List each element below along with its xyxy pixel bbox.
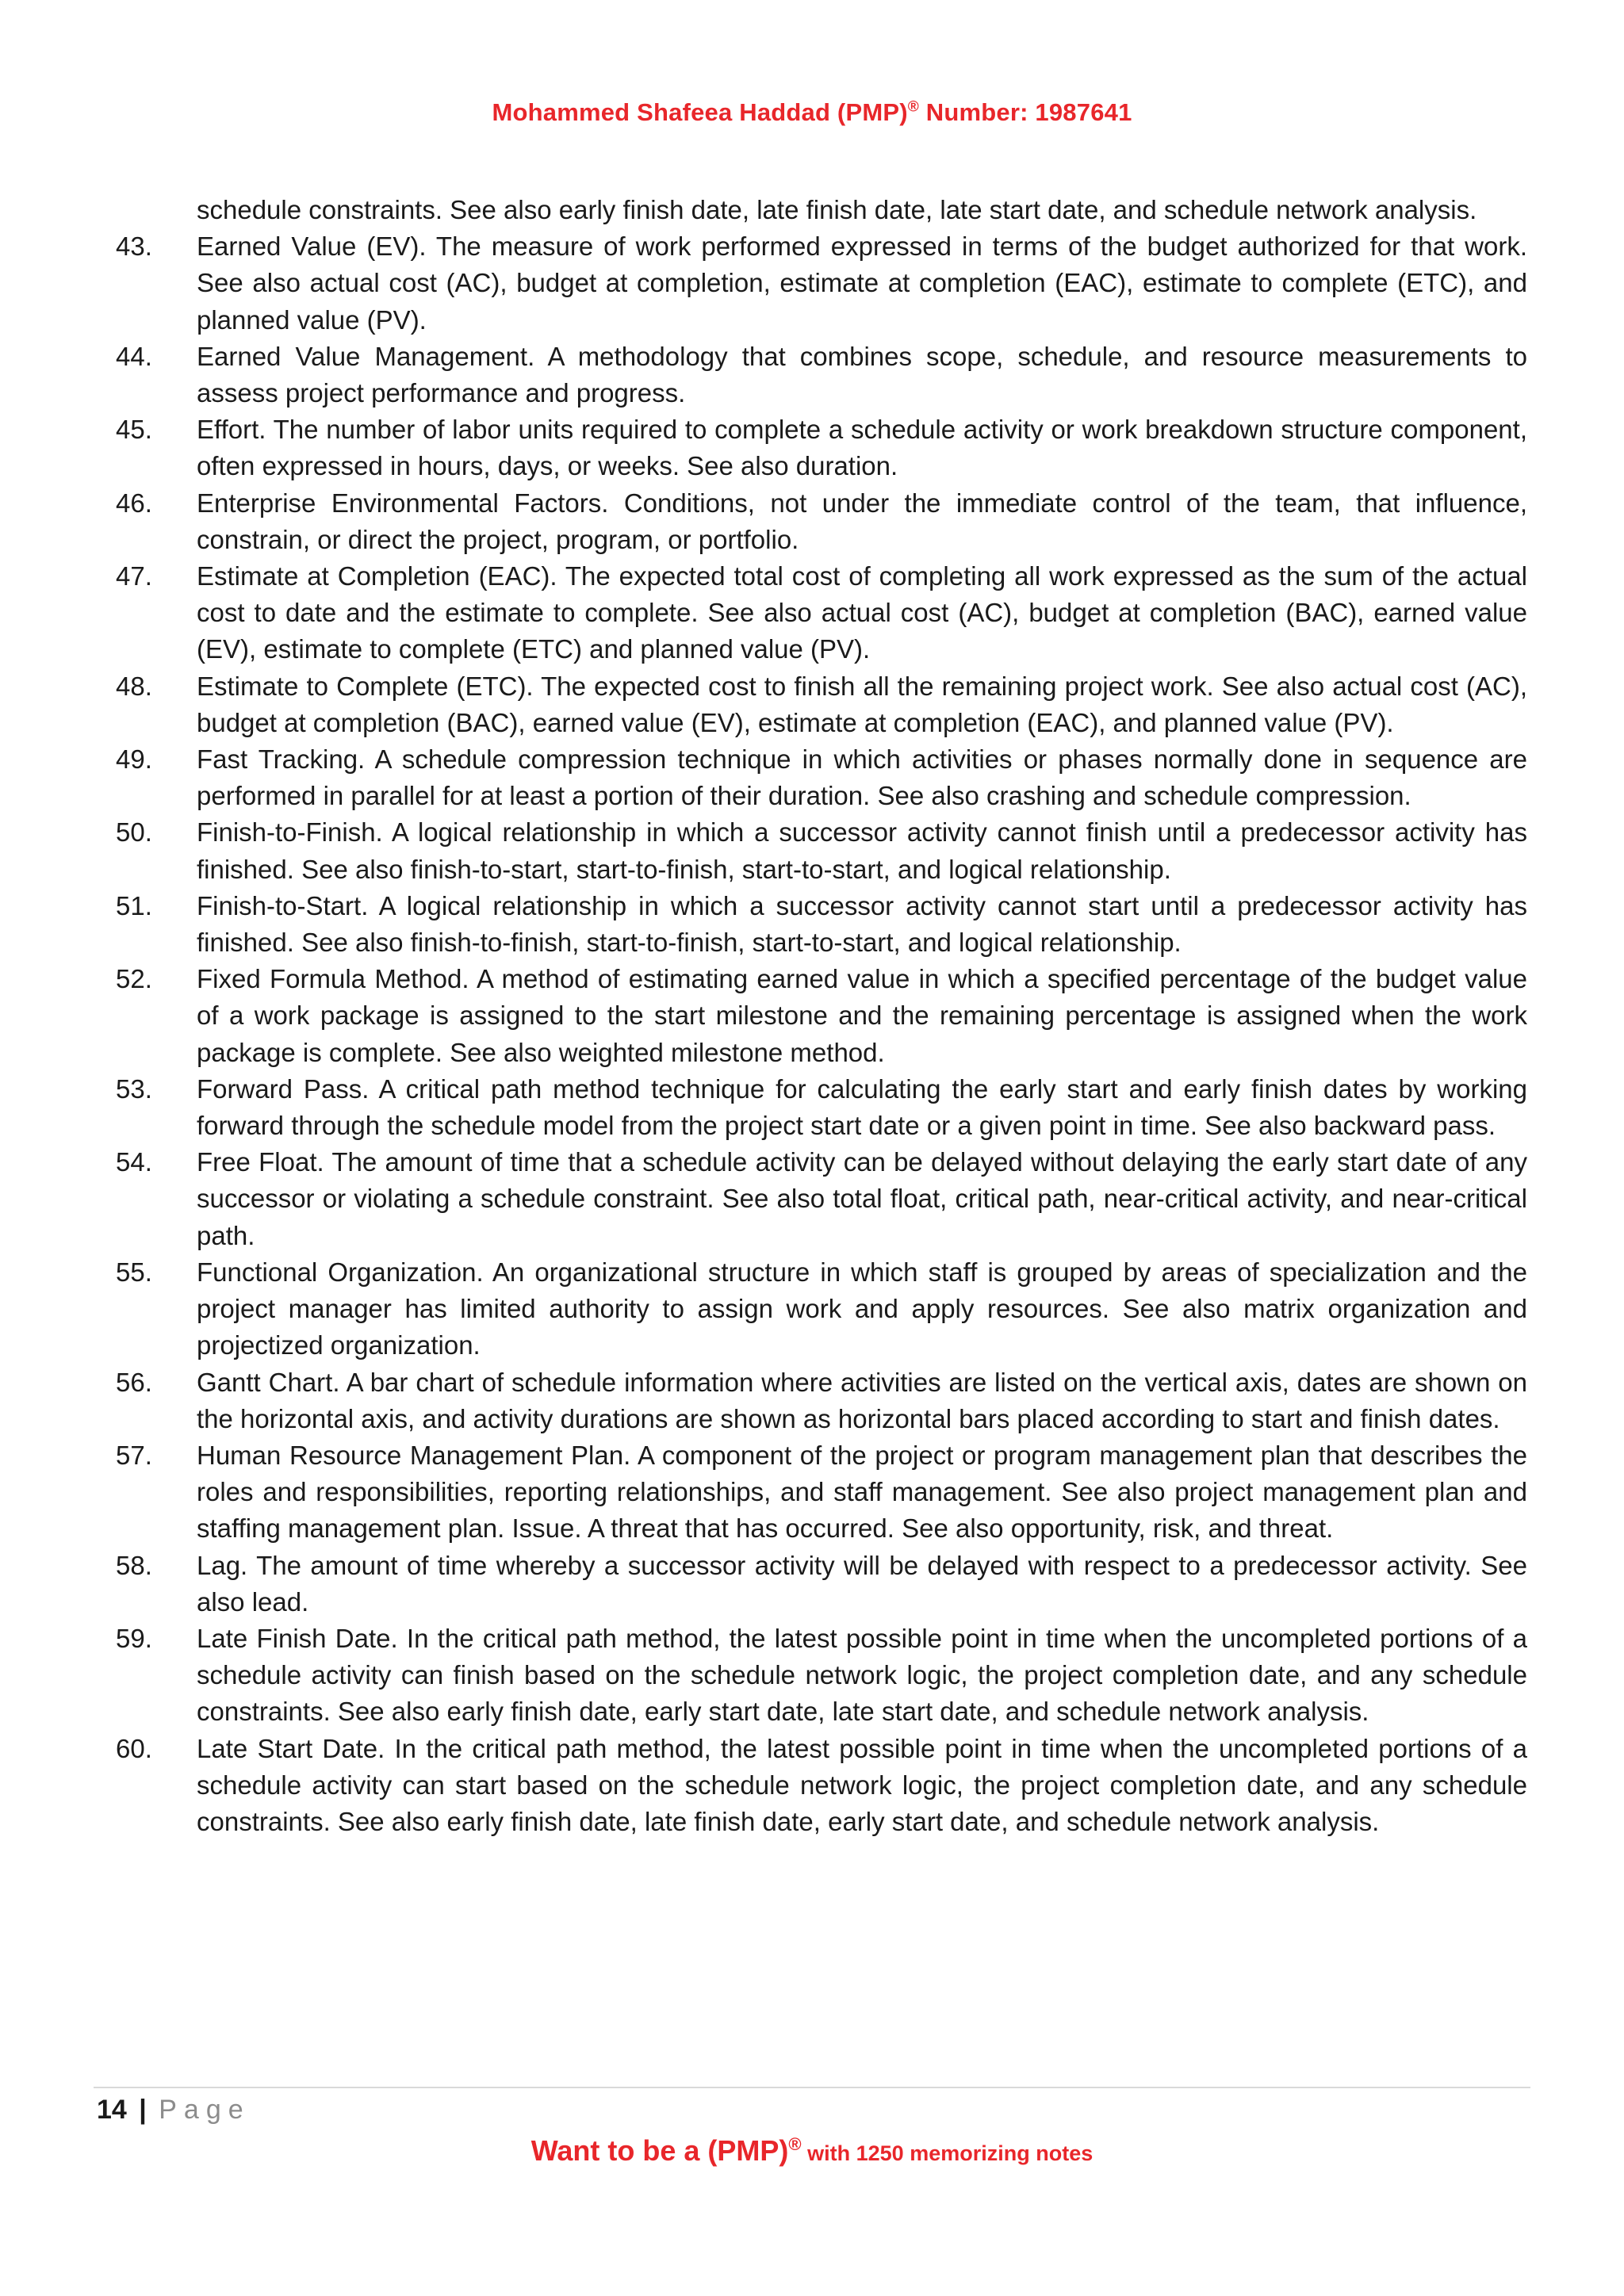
footer-promo <box>0 2134 1624 2168</box>
entry-number: 50. <box>116 817 152 848</box>
page-label: Page <box>159 2095 251 2125</box>
page-number-separator: | <box>139 2095 147 2125</box>
entry-number: 57. <box>116 1440 152 1470</box>
glossary-entry <box>116 888 1527 961</box>
entry-number: 45. <box>116 415 152 445</box>
entry-text: Fast Tracking. A schedule compression technique in which activities or phases normally done in sequence are performed in parallel for at least a portion of their duration. See also crashing and schedule compression. <box>197 744 1527 811</box>
entry-number: 53. <box>116 1073 152 1104</box>
entry-text: Enterprise Environmental Factors. Conditions, not under the immediate control of the team, that influence, constrain, or direct the project, program, or portfolio. <box>197 488 1527 554</box>
entry-number: 46. <box>116 488 152 518</box>
entry-number: 56. <box>116 1367 152 1397</box>
entry-number: 54. <box>116 1147 152 1177</box>
entry-text: Fixed Formula Method. A method of estimating earned value in which a specified percentage of the budget value of a work package is assigned to the start milestone and the remaining percentage is assigned when the work package is complete. See also weighted milestone method. <box>197 964 1527 1067</box>
entry-text: Human Resource Management Plan. A component of the project or program management plan that describes the roles and responsibilities, reporting relationships, and staff management. See also project management plan and staffing management plan. Issue. A threat that has occurred. See also opportunity, risk, and threat. <box>197 1440 1527 1544</box>
glossary-entry <box>116 1621 1527 1731</box>
entry-number: 49. <box>116 744 152 775</box>
entry-text: Earned Value Management. A methodology that combines scope, schedule, and resource measurements to assess project performance and progress. <box>197 341 1527 408</box>
entry-number: 47. <box>116 561 152 591</box>
entry-number: 51. <box>116 890 152 920</box>
footer-divider <box>94 2087 1530 2088</box>
entry-text: Late Start Date. In the critical path method, the latest possible point in time when the uncompleted portions of a schedule activity can start based on the schedule network logic, the project completion date, and any schedule constraints. See also early finish date, late finish date, early start date, and schedule network analysis. <box>197 1733 1527 1836</box>
promo-main: Want to be a (PMP) <box>530 2134 789 2167</box>
glossary-entry <box>116 339 1527 411</box>
glossary-entry <box>116 1364 1527 1437</box>
entry-number: 48. <box>116 671 152 701</box>
glossary-entry <box>116 558 1527 668</box>
promo-registered-mark: ® <box>788 2134 802 2154</box>
page-number-value: 14 <box>97 2095 127 2125</box>
entry-text: Lag. The amount of time whereby a successor activity will be delayed with respect to a predecessor activity. See also lead. <box>197 1550 1527 1617</box>
glossary-entry <box>116 411 1527 484</box>
entry-text: Earned Value (EV). The measure of work performed expressed in terms of the budget authorized for that work. See also actual cost (AC), budget at completion, estimate at completion (EAC), estimate to complete (ETC), and planned value (PV). <box>197 232 1527 335</box>
entry-text: Estimate at Completion (EAC). The expected total cost of completing all work expressed as the sum of the actual cost to date and the estimate to complete. See also actual cost (AC), budget at completion (BAC), earned value (EV), estimate to complete (ETC) and planned value (PV). <box>197 561 1527 664</box>
entry-text: Free Float. The amount of time that a schedule activity can be delayed without delaying the early start date of any successor or violating a schedule constraint. See also total float, critical path, near-critical activity, and near-critical path. <box>197 1147 1527 1250</box>
glossary-entry <box>116 741 1527 814</box>
entry-text: Finish-to-Start. A logical relationship in which a successor activity cannot start until a predecessor activity has finished. See also finish-to-finish, start-to-finish, start-to-start, and logical relationship. <box>197 890 1527 958</box>
entry-number: 60. <box>116 1733 152 1763</box>
glossary-entry <box>116 814 1527 887</box>
glossary-entry <box>116 1144 1527 1254</box>
glossary-entry <box>116 668 1527 741</box>
entry-text: Estimate to Complete (ETC). The expected cost to finish all the remaining project work. See also actual cost (AC), budget at completion (BAC), earned value (EV), estimate at completion (EAC), and planned value (PV). <box>197 671 1527 737</box>
entry-number: 55. <box>116 1257 152 1287</box>
continuation-text: schedule constraints. See also early finish date, late finish date, late start date, and schedule network analysis. <box>197 195 1477 224</box>
entry-text: Functional Organization. An organizational structure in which staff is grouped by areas of specialization and the project manager has limited authority to assign work and apply resources. See also matrix organization and projectized organization. <box>197 1257 1527 1360</box>
glossary-entries <box>116 228 1527 1840</box>
page-header <box>0 98 1624 127</box>
glossary-entry <box>116 485 1527 558</box>
glossary-entry <box>116 1731 1527 1841</box>
entry-text: Late Finish Date. In the critical path method, the latest possible point in time when the uncompleted portions of a schedule activity can finish based on the schedule network logic, the project completion date, and any schedule constraints. See also early finish date, early start date, late start date, and schedule network analysis. <box>197 1623 1527 1727</box>
entry-number: 58. <box>116 1550 152 1580</box>
entry-number: 44. <box>116 341 152 371</box>
glossary-entry <box>116 1254 1527 1364</box>
glossary-entry <box>116 228 1527 339</box>
entry-text: Finish-to-Finish. A logical relationship in which a successor activity cannot finish until a predecessor activity has finished. See also finish-to-start, start-to-finish, start-to-start, and logical relationship. <box>197 817 1527 884</box>
header-registered-mark: ® <box>907 98 919 116</box>
promo-small: with 1250 memorizing notes <box>801 2141 1094 2165</box>
glossary-entry <box>116 1071 1527 1144</box>
glossary-entry <box>116 1437 1527 1548</box>
glossary-entry <box>116 1548 1527 1621</box>
continuation-paragraph <box>116 192 1527 228</box>
header-number: Number: 1987641 <box>918 98 1132 126</box>
glossary-list <box>116 192 1527 1840</box>
entry-number: 59. <box>116 1623 152 1653</box>
entry-text: Forward Pass. A critical path method technique for calculating the early start and early finish dates by working forward through the schedule model from the project start date or a given point in time. See also backward pass. <box>197 1073 1527 1141</box>
header-title: Mohammed Shafeea Haddad (PMP) <box>492 98 908 126</box>
entry-text: Gantt Chart. A bar chart of schedule information where activities are listed on the vertical axis, dates are shown on the horizontal axis, and activity durations are shown as horizontal bars placed according to start and finish dates. <box>197 1367 1527 1433</box>
entry-number: 52. <box>116 964 152 994</box>
glossary-entry <box>116 961 1527 1071</box>
page-number <box>97 2095 251 2126</box>
entry-number: 43. <box>116 232 152 262</box>
entry-text: Effort. The number of labor units required to complete a schedule activity or work breakdown structure component, often expressed in hours, days, or weeks. See also duration. <box>197 415 1527 481</box>
